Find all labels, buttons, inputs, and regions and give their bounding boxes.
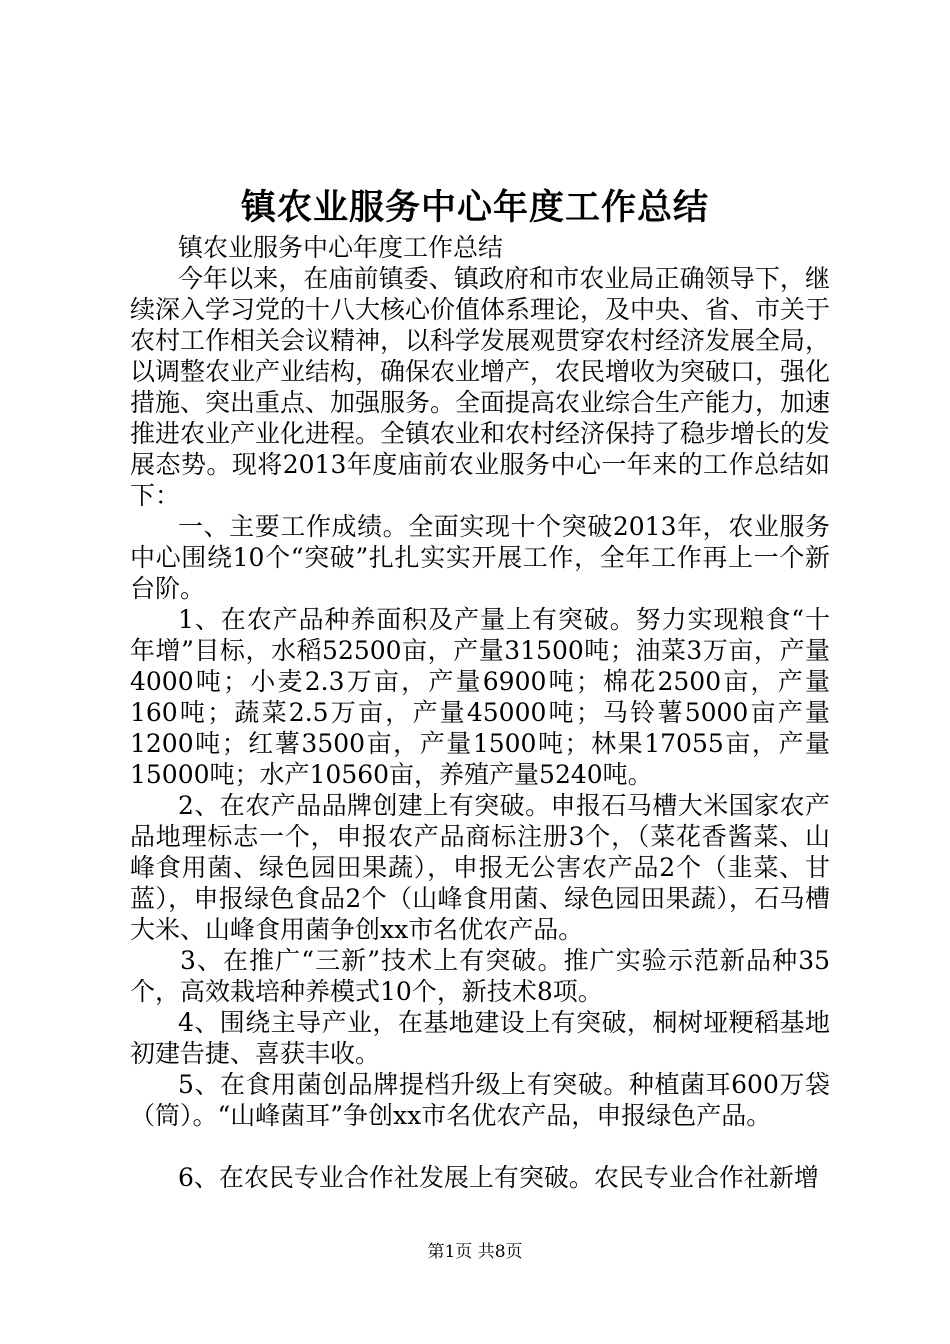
- paragraph-section-one: 一、主要工作成绩。全面实现十个突破2013年，农业服务中心围绕10个“突破”扎扎实实开展工作，全年工作再上一个新台阶。: [130, 512, 830, 603]
- document-title: 镇农业服务中心年度工作总结: [240, 187, 709, 228]
- paragraph-item-3: 3、在推广“三新”技术上有突破。推广实验示范新品种35个，高效栽培种养模式10个，新技术8项。: [130, 946, 830, 1006]
- paragraph-item-1: 1、在农产品种养面积及产量上有突破。努力实现粮食“十年增”目标，水稻52500亩，产量31500吨；油菜3万亩，产量4000吨；小麦2.3万亩，产量6900吨；棉花2500亩，产量160吨；蔬菜2.5万亩，产量45000吨；马铃薯5000亩产量1200吨；红薯3500亩，产量1500吨；林果17055亩，产量15000吨；水产10560亩，养殖产量5240吨。: [130, 605, 830, 789]
- paragraph-subtitle: 镇农业服务中心年度工作总结: [178, 233, 504, 262]
- paragraph-item-4: 4、围绕主导产业，在基地建设上有突破，桐树垭粳稻基地初建告捷、喜获丰收。: [130, 1008, 830, 1068]
- paragraph-intro: 今年以来，在庙前镇委、镇政府和市农业局正确领导下，继续深入学习党的十八大核心价值体系理论，及中央、省、市关于农村工作相关会议精神，以科学发展观贯穿农村经济发展全局，以调整农业产业结构，确保农业增产，农民增收为突破口，强化措施、突出重点、加强服务。全面提高农业综合生产能力，加速推进农业产业化进程。全镇农业和农村经济保持了稳步增长的发展态势。现将2013年度庙前农业服务中心一年来的工作总结如下：: [130, 264, 831, 510]
- document-body: [130, 232, 830, 1193]
- paragraph-item-2: 2、在农产品品牌创建上有突破。申报石马槽大米国家农产品地理标志一个，申报农产品商标注册3个，（菜花香酱菜、山峰食用菌、绿色园田果蔬），申报无公害农产品2个（韭菜、甘蓝），申报绿色食品2个（山峰食用菌、绿色园田果蔬），石马槽大米、山峰食用菌争创xx市名优农产品。: [130, 791, 830, 944]
- page-footer: 第1页 共8页: [427, 1242, 523, 1262]
- paragraph-item-6: 6、在农民专业合作社发展上有突破。农民专业合作社新增: [178, 1163, 819, 1192]
- paragraph-item-5: 5、在食用菌创品牌提档升级上有突破。种植菌耳600万袋（筒）。“山峰菌耳”争创xx市名优农产品，申报绿色产品。: [130, 1070, 830, 1130]
